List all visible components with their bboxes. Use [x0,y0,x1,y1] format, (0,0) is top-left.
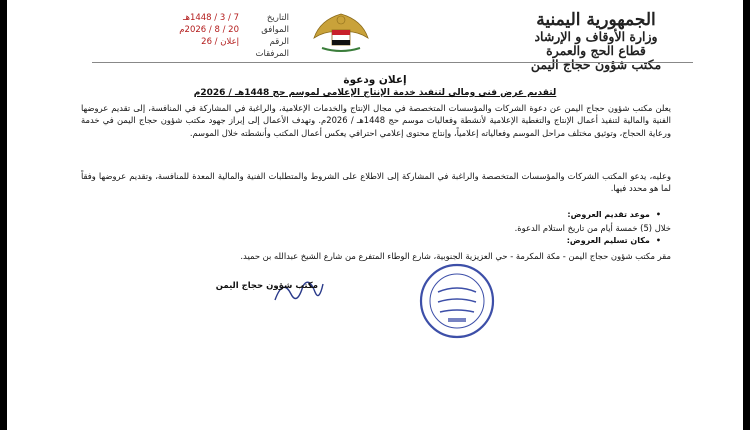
meta-key: المرفقات [255,49,289,59]
office-name: مكتب شؤون حجاج اليمن [530,57,662,72]
ministry-name: وزارة الأوقاف و الإرشاد [534,29,658,44]
announcement-title: إعلان ودعوة [343,74,407,86]
meta-row [149,12,289,24]
document-meta [149,12,289,60]
meta-key: الموافق [261,25,289,35]
announcement-subtitle: لتقديم عرض فني ومالي لتنفيذ خدمة الإنتاج الإعلامي لموسم حج 1448هـ / 2026م [193,88,557,98]
country-name: الجمهورية اليمنية [536,10,656,30]
body-paragraph-1: يعلن مكتب شؤون حجاج اليمن عن دعوة الشركات والمؤسسات المتخصصة في مجال الإنتاج والخدمات الإعلامية، والراغبة في المشاركة في المنافسة، إلى تقديم عروضها الفنية والمالية لتنفيذ أعمال الإنتاج والتغطية الإعلامية لأنشطة وفعاليات موسم حج 1448هـ / 2026م. وتهدف الأعمال إلى إبراز جهود مكتب شؤون حجاج اليمن في خدمة ورعاية الحجاج، وتوثيق مختلف مراحل الموسم وفعالياته إعلامياً، وإنتاج محتوى إعلامي احترافي يعكس أعمال المكتب وأنشطته خلال الموسم. [81,103,671,138]
handwritten-signature-icon [269,272,327,310]
signer-name: مكتب شؤون حجاج اليمن [215,281,318,291]
meta-row [149,36,289,48]
section-text-deadline: خلال (5) خمسة أيام من تاريخ استلام الدعوة. [514,223,671,233]
official-stamp-icon [418,262,496,340]
header-divider [92,62,693,63]
meta-row [149,48,289,60]
sector-name: قطاع الحج والعمرة [546,43,646,58]
document-page [7,0,743,430]
meta-value: 20 / 8 / 2026م [179,25,239,35]
meta-value: إعلان / 26 [201,37,239,47]
meta-row [149,24,289,36]
body-paragraph-2: وعليه، يدعو المكتب الشركات والمؤسسات المتخصصة والراغبة في المشاركة إلى الاطلاع على الشروط والمتطلبات الفنية والمالية المعدة للمنافسة، وتقديم عروضها وفقاً لما هو محدد فيها. [81,171,671,194]
meta-key: الرقم [269,37,289,47]
section-heading-location: • مكان تسليم العروض: [567,236,661,245]
section-heading-deadline: • موعد تقديم العروض: [567,210,661,219]
section-text-location: مقر مكتب شؤون حجاج اليمن - مكة المكرمة - حي العزيزية الجنوبية، شارع الوطاء المتفرع من شارع الشيخ عبدالله بن حميد. [240,251,671,261]
meta-key: التاريخ [266,13,289,23]
yemen-eagle-emblem-icon [310,8,372,54]
meta-value: 7 / 3 / 1448هـ [182,13,239,23]
